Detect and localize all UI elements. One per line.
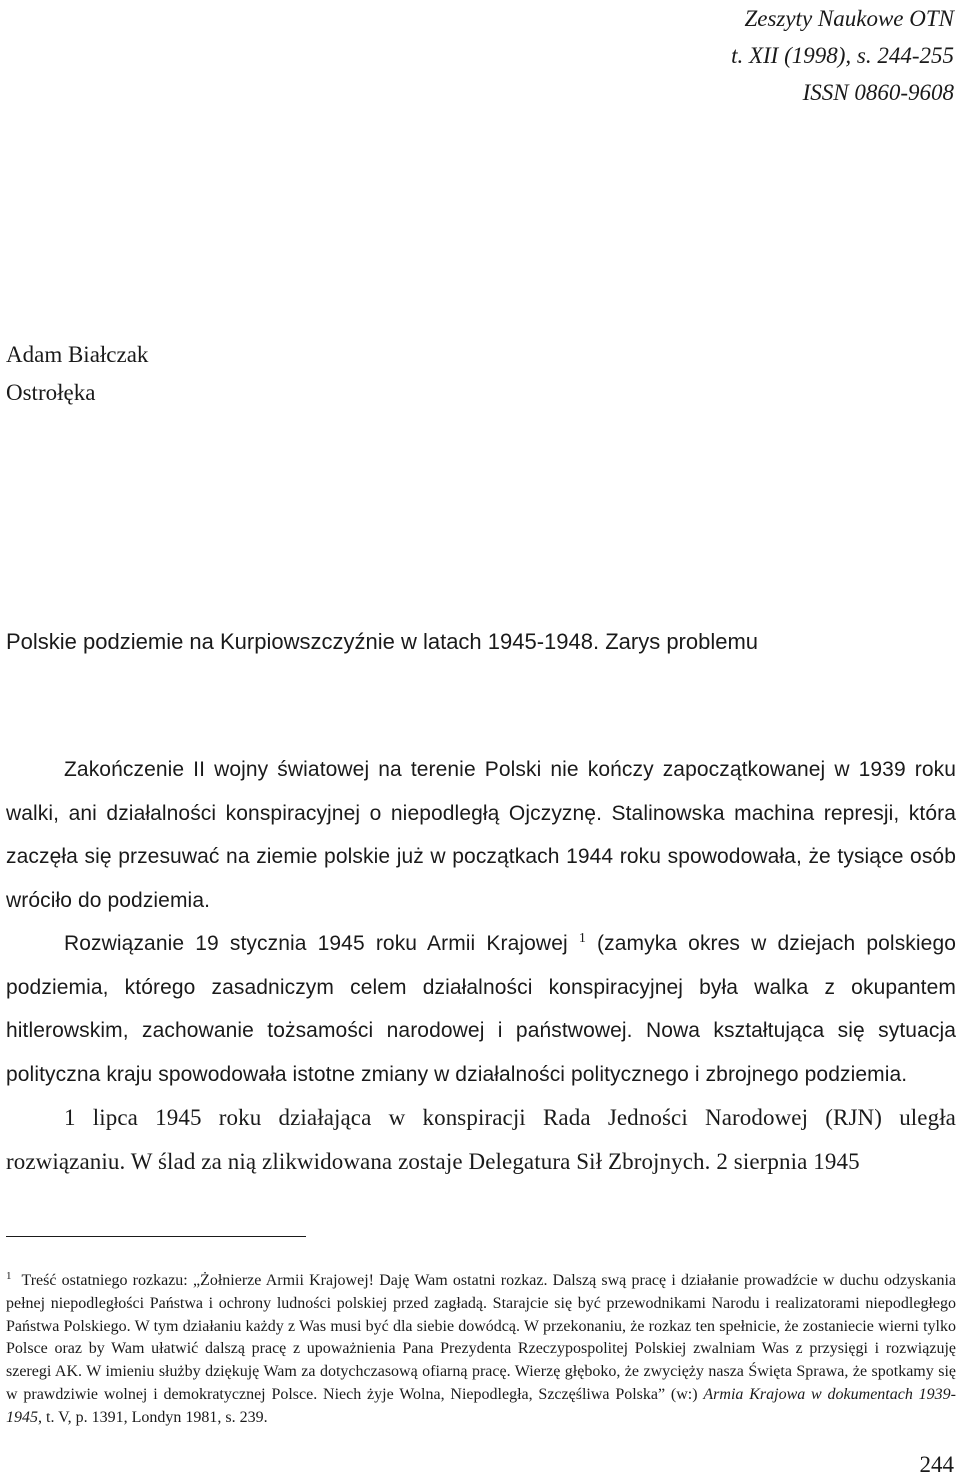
- journal-name: Zeszyty Naukowe OTN: [744, 6, 954, 31]
- journal-issn: ISSN 0860-9608: [802, 80, 954, 105]
- author-block: [6, 336, 148, 412]
- author-name: Adam Białczak: [6, 342, 149, 367]
- article-body: [6, 748, 956, 1183]
- article-title: Polskie podziemie na Kurpiowszczyźnie w latach 1945-1948. Zarys problemu: [6, 629, 759, 654]
- footnote-separator: [6, 1236, 306, 1237]
- footnote-1: [6, 1270, 956, 1430]
- paragraph-3: 1 lipca 1945 roku działająca w konspiracji Rada Jedności Narodowej (RJN) uległa rozwiązaniu. W ślad za nią zlikwidowana zostaje Delegatura Sił Zbrojnych. 2 sierpnia 1945: [6, 1105, 956, 1174]
- footnote-source-details: , t. V, p. 1391, Londyn 1981, s. 239.: [38, 1408, 268, 1426]
- footnote-text: Treść ostatniego rozkazu: „Żołnierze Armii Krajowej! Daję Wam ostatni rozkaz. Dalszą swą pracę i działanie prowadźcie w duchu odzyskania pełnej niepodległości Państwa i ochrony ludności polskiej przed zagładą. Starajcie się być przewodnikami Narodu i realizatorami niepodległego Państwa Polskiego. W tym działaniu każdy z Was musi być dla siebie dowódcą. W przekonaniu, że rozkaz ten spełnicie, że zostaniecie wierni tylko Polsce oraz by Wam ułatwić dalszą pracę z upoważnienia Pana Prezydenta Rzeczypospolitej Polskiej zwalniam Was z przysięgi i rozwiązuję szeregi AK. W imieniu służby dziękuję Wam za dotychczasową ofiarną pracę. Wierzę głęboko, że zwycięży nasza Święta Sprawa, że spotkamy się w prawdziwie wolnej i demokratycznej Polsce. Niech żyje Wolna, Niepodległa, Szczęśliwa Polska” (w:): [6, 1272, 956, 1403]
- journal-header: [731, 0, 954, 111]
- paragraph-2-rest: (zamyka okres w dziejach polskiego podziemia, którego zasadniczym celem działalności konspiracyjnej była walka z okupantem hitlerowskim, zachowanie tożsamości narodowej i państwowej. Nowa kształtująca się sytuacja polityczna kraju spowodowała istotne zmiany w działalności politycznego i zbrojnego podziemia.: [6, 932, 957, 1086]
- footnote-reference[interactable]: 1: [578, 931, 586, 946]
- page-number: 244: [919, 1452, 954, 1477]
- paragraph-1: Zakończenie II wojny światowej na terenie Polski nie kończy zapoczątkowanej w 1939 roku walki, ani działalności konspiracyjnej o niepodległą Ojczyznę. Stalinowska machina represji, która zaczęła się przesuwać na ziemie polskie już w początkach 1944 roku spowodowała, że tysiące osób wróciło do podziemia.: [6, 758, 956, 912]
- paragraph-2-start: Rozwiązanie 19 stycznia 1945 roku Armii Krajowej: [64, 932, 568, 955]
- footnote-number: 1: [6, 1269, 12, 1282]
- footnote-source-title: Armia Krajowa w dokumentach 1939-1945: [6, 1385, 956, 1426]
- paragraph-2: [6, 922, 956, 1096]
- author-place: Ostrołęka: [6, 380, 96, 405]
- journal-volume: t. XII (1998), s. 244-255: [731, 43, 954, 68]
